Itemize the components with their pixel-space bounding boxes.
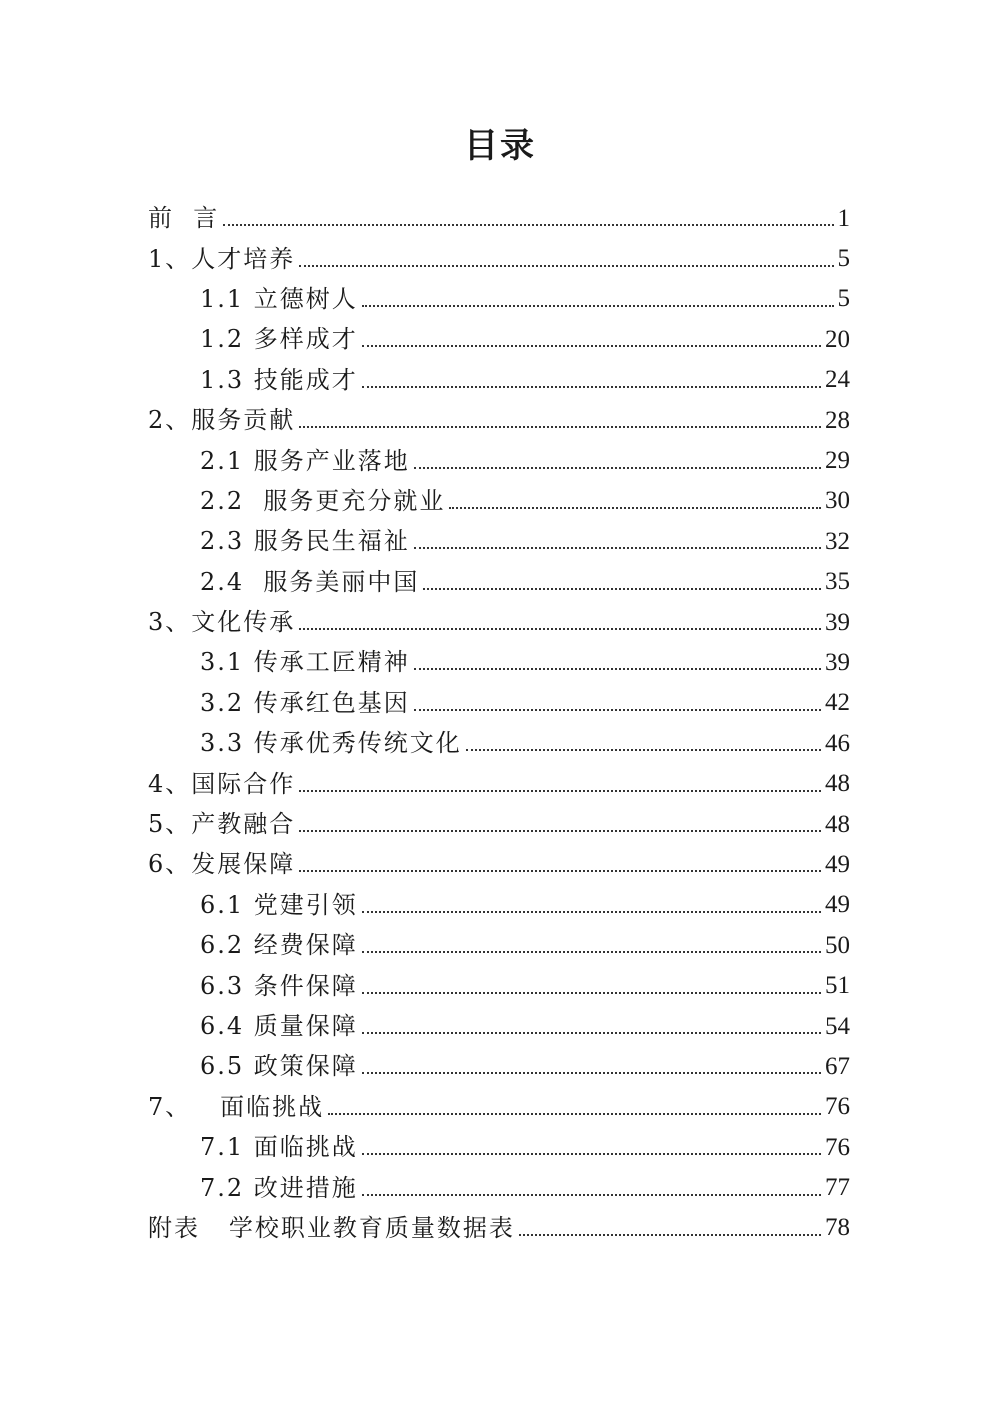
toc-entry-page-number: 76 (825, 1133, 850, 1161)
toc-entry-page-number: 1 (837, 204, 850, 232)
dot-leader (299, 870, 821, 872)
toc-entry[interactable] (148, 1087, 850, 1127)
toc-entry-label: 前 言 (148, 204, 220, 233)
dot-leader (299, 830, 821, 832)
dot-leader (423, 588, 821, 590)
toc-entry-page-number: 50 (825, 931, 850, 959)
toc-entry-label: 1、人才培养 (148, 244, 296, 273)
dot-leader (223, 224, 833, 226)
toc-entry[interactable] (148, 521, 850, 561)
toc-entry[interactable] (148, 481, 850, 521)
toc-entry-page-number: 48 (825, 770, 850, 798)
dot-leader (362, 345, 821, 347)
dot-leader (414, 467, 821, 469)
toc-entry-page-number: 35 (825, 568, 850, 596)
toc-entry-label: 6.3 条件保障 (200, 971, 358, 1000)
toc-entry[interactable] (148, 965, 850, 1005)
dot-leader (328, 1113, 821, 1115)
toc-entry-page-number: 39 (825, 648, 850, 676)
toc-entry[interactable] (148, 198, 850, 238)
toc-entry-label: 6.5 政策保障 (200, 1052, 358, 1081)
toc-entry[interactable] (148, 1167, 850, 1207)
toc-entry[interactable] (148, 925, 850, 965)
toc-entry-page-number: 78 (825, 1214, 850, 1242)
dot-leader (414, 709, 821, 711)
toc-entry-label: 6.1 党建引领 (200, 890, 358, 919)
toc-entry-page-number: 30 (825, 487, 850, 515)
toc-entry-page-number: 49 (825, 891, 850, 919)
toc-entry-label: 3.3 传承优秀传统文化 (200, 729, 462, 758)
toc-entry[interactable] (148, 723, 850, 763)
toc-entry-page-number: 20 (825, 325, 850, 353)
dot-leader (414, 547, 821, 549)
toc-entry-page-number: 49 (825, 850, 850, 878)
toc-entry-label: 3.2 传承红色基因 (200, 688, 410, 717)
toc-entry-page-number: 51 (825, 972, 850, 1000)
toc-entry-page-number: 67 (825, 1052, 850, 1080)
toc-entry[interactable] (148, 360, 850, 400)
toc-entry-label: 4、国际合作 (148, 769, 296, 798)
toc-entry[interactable] (148, 1127, 850, 1167)
toc-entry[interactable] (148, 804, 850, 844)
toc-entry-page-number: 76 (825, 1093, 850, 1121)
toc-entry[interactable] (148, 844, 850, 884)
toc-entry[interactable] (148, 1046, 850, 1086)
toc-entry-label: 3、文化传承 (148, 608, 296, 637)
dot-leader (466, 749, 821, 751)
dot-leader (299, 790, 821, 792)
toc-entry[interactable] (148, 440, 850, 480)
toc-entry-label: 6、发展保障 (148, 850, 296, 879)
toc-entry-label: 2.2 服务更充分就业 (200, 486, 446, 515)
dot-leader (362, 911, 821, 913)
dot-leader (362, 386, 821, 388)
dot-leader (362, 1072, 821, 1074)
toc-entry[interactable] (148, 400, 850, 440)
toc-entry-label: 3.1 传承工匠精神 (200, 648, 410, 677)
toc-entry-label: 1.2 多样成才 (200, 325, 358, 354)
dot-leader (362, 992, 821, 994)
toc-entry[interactable] (148, 763, 850, 803)
dot-leader (519, 1234, 821, 1236)
toc-entry[interactable] (148, 642, 850, 682)
toc-entry-label: 1.1 立德树人 (200, 284, 358, 313)
toc-entry-page-number: 46 (825, 729, 850, 757)
toc-entry-label: 2.4 服务美丽中国 (200, 567, 420, 596)
dot-leader (362, 951, 821, 953)
toc-entry[interactable] (148, 319, 850, 359)
toc-entry-page-number: 32 (825, 527, 850, 555)
toc-entry[interactable] (148, 683, 850, 723)
toc-entry-page-number: 5 (837, 245, 850, 273)
page-title: 目录 (464, 126, 536, 166)
toc-entry-label: 7、 面临挑战 (148, 1092, 325, 1121)
toc-entry-label: 5、产教融合 (148, 810, 296, 839)
dot-leader (362, 1153, 821, 1155)
toc-entry[interactable] (148, 1208, 850, 1248)
toc-entry-label: 2.3 服务民生福祉 (200, 527, 410, 556)
toc-entry-label: 1.3 技能成才 (200, 365, 358, 394)
dot-leader (362, 305, 834, 307)
toc-entry-label: 6.4 质量保障 (200, 1012, 358, 1040)
toc-entry-page-number: 54 (825, 1012, 850, 1040)
toc-entry-label: 附表 学校职业教育质量数据表 (148, 1213, 515, 1242)
dot-leader (299, 265, 833, 267)
toc-entry[interactable] (148, 279, 850, 319)
toc-entry-page-number: 5 (837, 285, 850, 313)
dot-leader (414, 668, 821, 670)
toc-entry[interactable] (148, 562, 850, 602)
toc-entry-label: 7.2 改进措施 (200, 1173, 358, 1202)
toc-entry-page-number: 28 (825, 406, 850, 434)
toc-entry-page-number: 77 (825, 1174, 850, 1202)
dot-leader (449, 507, 821, 509)
toc-entry[interactable] (148, 602, 850, 642)
toc-entry-label: 2.1 服务产业落地 (200, 446, 410, 475)
toc-entry-page-number: 48 (825, 810, 850, 838)
dot-leader (299, 426, 821, 428)
toc-entry-page-number: 29 (825, 447, 850, 475)
toc-entry[interactable] (148, 238, 850, 278)
toc-entry-page-number: 39 (825, 608, 850, 636)
toc-entry-label: 6.2 经费保障 (200, 931, 358, 960)
dot-leader (362, 1032, 821, 1034)
table-of-contents (148, 198, 850, 1248)
toc-entry-label: 7.1 面临挑战 (200, 1133, 358, 1162)
dot-leader (362, 1194, 821, 1196)
toc-entry-page-number: 24 (825, 366, 850, 394)
dot-leader (299, 628, 821, 630)
toc-entry-page-number: 42 (825, 689, 850, 717)
toc-entry-label: 2、服务贡献 (148, 406, 296, 435)
toc-entry[interactable] (148, 885, 850, 925)
toc-entry[interactable] (148, 1006, 850, 1046)
